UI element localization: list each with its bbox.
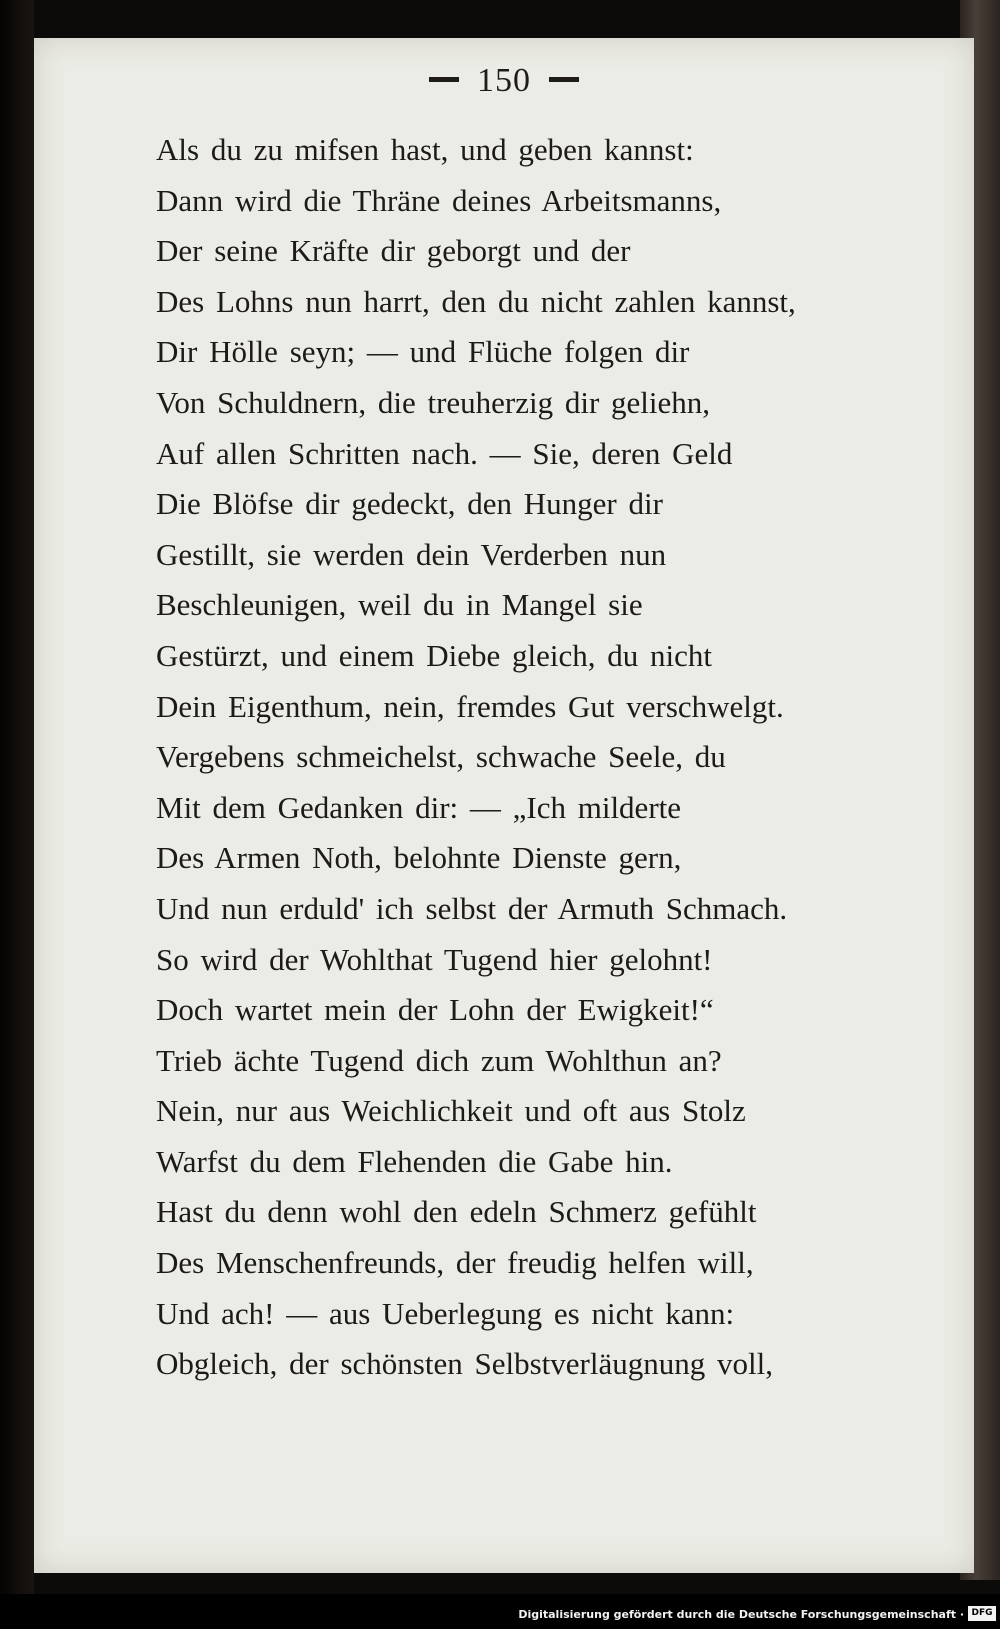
page-number: 150 xyxy=(477,62,531,99)
poem-text xyxy=(156,125,916,1390)
footer-bar xyxy=(0,1594,1000,1629)
text-line: Mit dem Gedanken dir: — „Ich milderte xyxy=(156,789,682,825)
text-line: So wird der Wohlthat Tugend hier gelohnt! xyxy=(156,941,713,977)
dfg-logo: DFG xyxy=(968,1606,996,1621)
book-binding xyxy=(0,0,34,1629)
text-line: Dir Hölle seyn; — und Flüche folgen dir xyxy=(156,334,690,370)
dash-left xyxy=(429,77,459,82)
text-line: Der seine Kräfte dir geborgt und der xyxy=(156,233,631,269)
text-line: Nein, nur aus Weichlichkeit und oft aus Stolz xyxy=(156,1093,746,1129)
text-line: Des Armen Noth, belohnte Dienste gern, xyxy=(156,840,682,876)
funding-credit: Digitalisierung gefördert durch die Deutsche Forschungsgemeinschaft · xyxy=(518,1608,964,1621)
text-line: Gestillt, sie werden dein Verderben nun xyxy=(156,536,667,572)
text-line: Obgleich, der schönsten Selbstverläugnung voll, xyxy=(156,1346,773,1382)
text-line: Dann wird die Thräne deines Arbeitsmanns, xyxy=(156,182,722,218)
text-line: Und ach! — aus Ueberlegung es nicht kann: xyxy=(156,1295,735,1331)
page-number-header xyxy=(34,62,974,100)
text-line: Vergebens schmeichelst, schwache Seele, du xyxy=(156,739,726,775)
text-line: Warfst du dem Flehenden die Gabe hin. xyxy=(156,1143,673,1179)
text-line: Gestürzt, und einem Diebe gleich, du nicht xyxy=(156,637,713,673)
text-line: Doch wartet mein der Lohn der Ewigkeit!“ xyxy=(156,992,714,1028)
book-page xyxy=(34,38,974,1573)
text-line: Und nun erduld' ich selbst der Armuth Schmach. xyxy=(156,890,788,926)
text-line: Die Blöfse dir gedeckt, den Hunger dir xyxy=(156,486,663,522)
text-line: Dein Eigenthum, nein, fremdes Gut verschwelgt. xyxy=(156,688,784,724)
text-line: Hast du denn wohl den edeln Schmerz gefühlt xyxy=(156,1194,757,1230)
dash-right xyxy=(549,77,579,82)
text-line: Auf allen Schritten nach. — Sie, deren Geld xyxy=(156,435,733,471)
text-line: Als du zu mifsen hast, und geben kannst: xyxy=(156,132,694,167)
text-line: Des Lohns nun harrt, den du nicht zahlen kannst, xyxy=(156,283,796,319)
text-line: Trieb ächte Tugend dich zum Wohlthun an? xyxy=(156,1042,722,1078)
text-line: Des Menschenfreunds, der freudig helfen will, xyxy=(156,1245,754,1281)
text-line: Beschleunigen, weil du in Mangel sie xyxy=(156,587,643,623)
text-line: Von Schuldnern, die treuherzig dir geliehn, xyxy=(156,384,711,420)
